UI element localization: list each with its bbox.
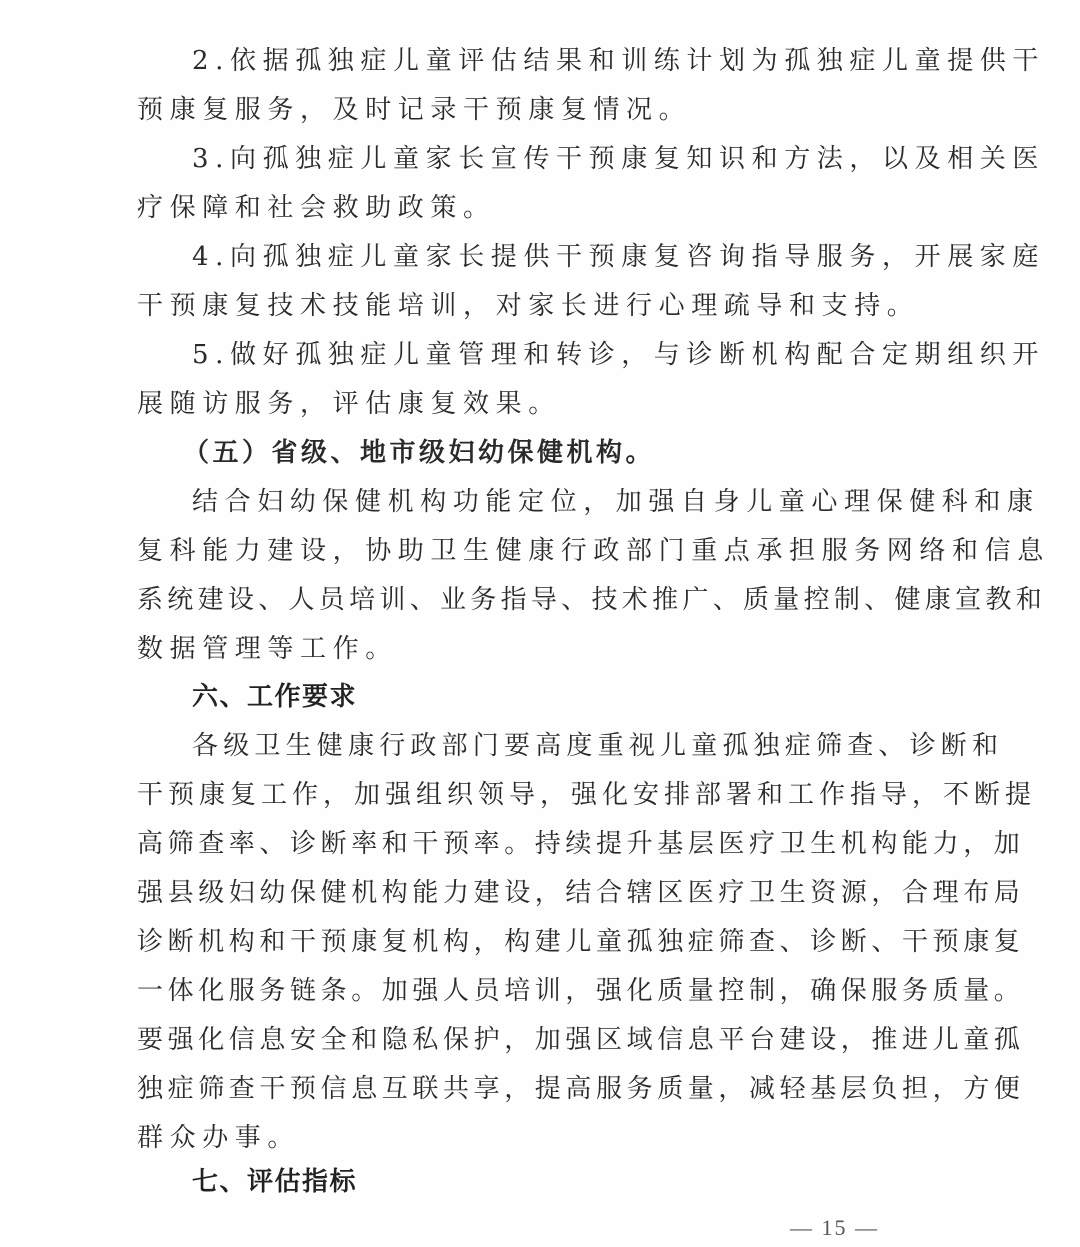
page-number: — 15 — <box>790 1215 879 1240</box>
paragraph-line: 4.向孤独症儿童家长提供干预康复咨询指导服务，开展家庭 <box>192 242 1046 272</box>
paragraph-line: 系统建设、人员培训、业务指导、技术推广、质量控制、健康宣教和 <box>137 585 1047 615</box>
paragraph-line: 疗保障和社会救助政策。 <box>137 193 496 223</box>
section-heading: 七、评估指标 <box>192 1167 358 1197</box>
paragraph-line: 5.做好孤独症儿童管理和转诊，与诊断机构配合定期组织开 <box>192 340 1046 370</box>
paragraph-line: 干预康复技术技能培训，对家长进行心理疏导和支持。 <box>137 291 920 321</box>
paragraph-line: 各级卫生健康行政部门要高度重视儿童孤独症筛查、诊断和 <box>192 731 1004 761</box>
paragraph-line: 群众办事。 <box>137 1123 301 1153</box>
paragraph-line: 干预康复工作，加强组织领导，强化安排部署和工作指导，不断提 <box>137 780 1037 810</box>
paragraph-line: 2.依据孤独症儿童评估结果和训练计划为孤独症儿童提供干 <box>192 46 1046 76</box>
paragraph-line: 独症筛查干预信息互联共享，提高服务质量，减轻基层负担，方便 <box>137 1074 1025 1104</box>
paragraph-line: 复科能力建设，协助卫生健康行政部门重点承担服务网络和信息 <box>137 536 1050 566</box>
paragraph-line: 预康复服务，及时记录干预康复情况。 <box>137 95 692 125</box>
paragraph-line: 展随访服务，评估康复效果。 <box>137 389 561 419</box>
paragraph-line: 一体化服务链条。加强人员培训，强化质量控制，确保服务质量。 <box>137 976 1025 1006</box>
paragraph-line: 要强化信息安全和隐私保护，加强区域信息平台建设，推进儿童孤 <box>137 1025 1025 1055</box>
paragraph-line: 结合妇幼保健机构功能定位，加强自身儿童心理保健科和康 <box>192 487 1040 517</box>
subsection-heading: （五）省级、地市级妇幼保健机构。 <box>183 438 656 468</box>
paragraph-line: 3.向孤独症儿童家长宣传干预康复知识和方法，以及相关医 <box>192 144 1046 174</box>
paragraph-line: 诊断机构和干预康复机构，构建儿童孤独症筛查、诊断、干预康复 <box>137 927 1025 957</box>
section-heading: 六、工作要求 <box>192 682 358 712</box>
paragraph-line: 强县级妇幼保健机构能力建设，结合辖区医疗卫生资源，合理布局 <box>137 878 1025 908</box>
paragraph-line: 数据管理等工作。 <box>137 634 398 664</box>
paragraph-line: 高筛查率、诊断率和干预率。持续提升基层医疗卫生机构能力，加 <box>137 829 1025 859</box>
